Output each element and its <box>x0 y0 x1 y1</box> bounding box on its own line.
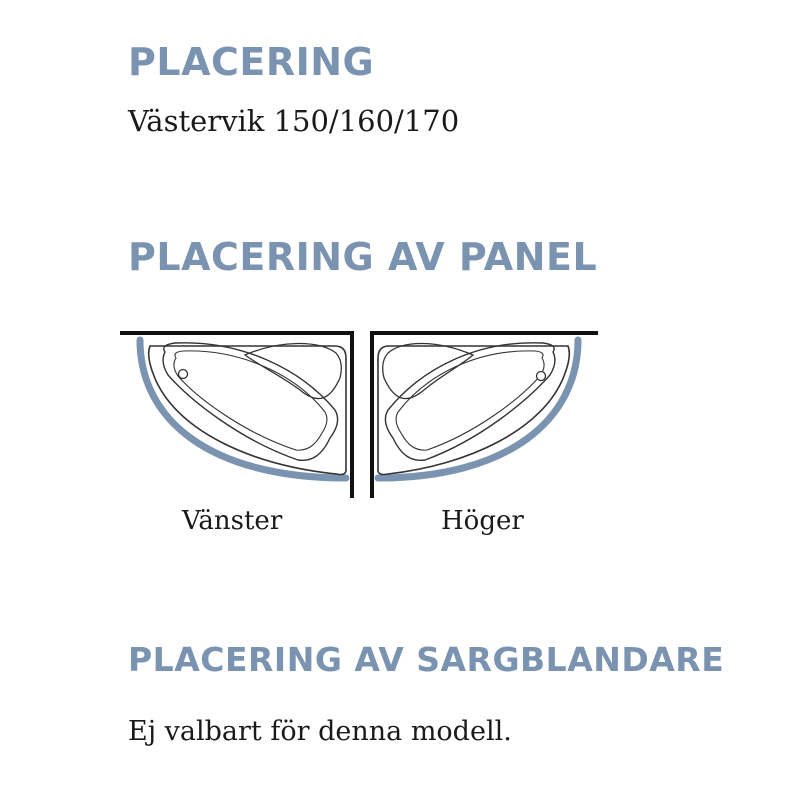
right-tub-drain <box>537 372 546 381</box>
left-option-label: Vänster <box>182 506 283 536</box>
left-tub-diagram <box>120 333 352 498</box>
model-name: Västervik 150/160/170 <box>128 104 460 138</box>
panel-placement-heading: PLACERING AV PANEL <box>128 235 598 279</box>
right-option-label: Höger <box>441 506 524 536</box>
placement-heading: PLACERING <box>128 40 375 84</box>
mixer-note: Ej valbart för denna modell. <box>128 716 512 747</box>
left-tub-drain <box>179 370 188 379</box>
mixer-placement-heading: PLACERING AV SARGBLANDARE <box>128 640 725 679</box>
right-tub-diagram <box>372 333 598 498</box>
